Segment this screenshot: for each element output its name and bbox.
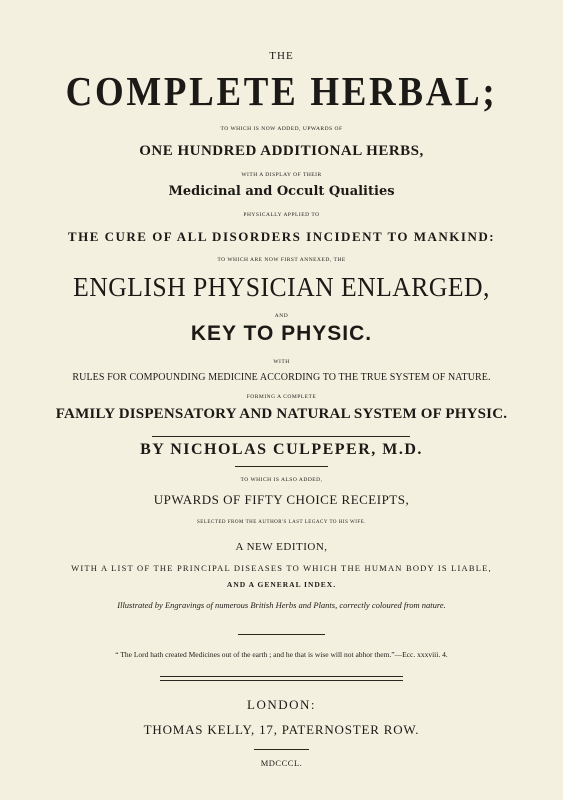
diseases-line: WITH A LIST OF THE PRINCIPAL DISEASES TO WHICH THE HUMAN BODY IS LIABLE, xyxy=(71,563,492,573)
and-note-1: AND xyxy=(274,313,289,319)
rules-line: RULES FOR COMPOUNDING MEDICINE ACCORDING TO THE TRUE SYSTEM OF NATURE. xyxy=(72,372,491,383)
illustrated-line: Illustrated by Engravings of numerous British Herbs and Plants, correctly coloured from nature. xyxy=(117,600,446,610)
additional-herbs-line: ONE HUNDRED ADDITIONAL HERBS, xyxy=(139,143,424,159)
rule-above-author xyxy=(152,436,410,437)
year-line: MDCCCL. xyxy=(260,758,303,768)
double-rule xyxy=(160,676,403,681)
publisher-line: THOMAS KELLY, 17, PATERNOSTER ROW. xyxy=(143,722,420,737)
applied-note: PHYSICALLY APPLIED TO xyxy=(243,212,320,218)
main-title: COMPLETE HERBAL; xyxy=(65,68,498,114)
forming-note: FORMING A COMPLETE xyxy=(246,394,317,400)
rule-above-year xyxy=(254,749,309,750)
cure-line: THE CURE OF ALL DISORDERS INCIDENT TO MANKIND: xyxy=(67,229,496,244)
also-added-note: TO WHICH IS ALSO ADDED, xyxy=(240,477,323,483)
key-to-physic-line: KEY TO PHYSIC. xyxy=(190,322,373,345)
receipts-line: UPWARDS OF FIFTY CHOICE RECEIPTS, xyxy=(153,492,410,507)
author-line: BY NICHOLAS CULPEPER, M.D. xyxy=(140,441,423,458)
annexed-note: TO WHICH ARE NOW FIRST ANNEXED, THE xyxy=(217,257,346,263)
city-line: LONDON: xyxy=(247,697,316,712)
legacy-note: SELECTED FROM THE AUTHOR'S LAST LEGACY TO HIS WIFE. xyxy=(197,520,366,525)
with-note: WITH xyxy=(273,359,290,365)
edition-line: A NEW EDITION, xyxy=(235,541,328,553)
scripture-quote: “ The Lord hath created Medicines out of the earth ; and he that is wise will not abhor them.”—Ecc. xxxviii. 4. xyxy=(115,650,448,659)
dispensatory-line: FAMILY DISPENSATORY AND NATURAL SYSTEM OF PHYSIC. xyxy=(55,406,508,422)
added-note: TO WHICH IS NOW ADDED, UPWARDS OF xyxy=(220,126,343,132)
display-note: WITH A DISPLAY OF THEIR xyxy=(241,172,322,178)
index-line: AND A GENERAL INDEX. xyxy=(226,580,337,589)
rule-below-author xyxy=(235,466,328,467)
rule-above-quote xyxy=(238,634,325,635)
qualities-blackletter: Medicinal and Occult Qualities xyxy=(168,184,395,199)
the-heading: THE xyxy=(269,50,294,62)
english-physician-line: ENGLISH PHYSICIAN ENLARGED, xyxy=(73,272,490,302)
